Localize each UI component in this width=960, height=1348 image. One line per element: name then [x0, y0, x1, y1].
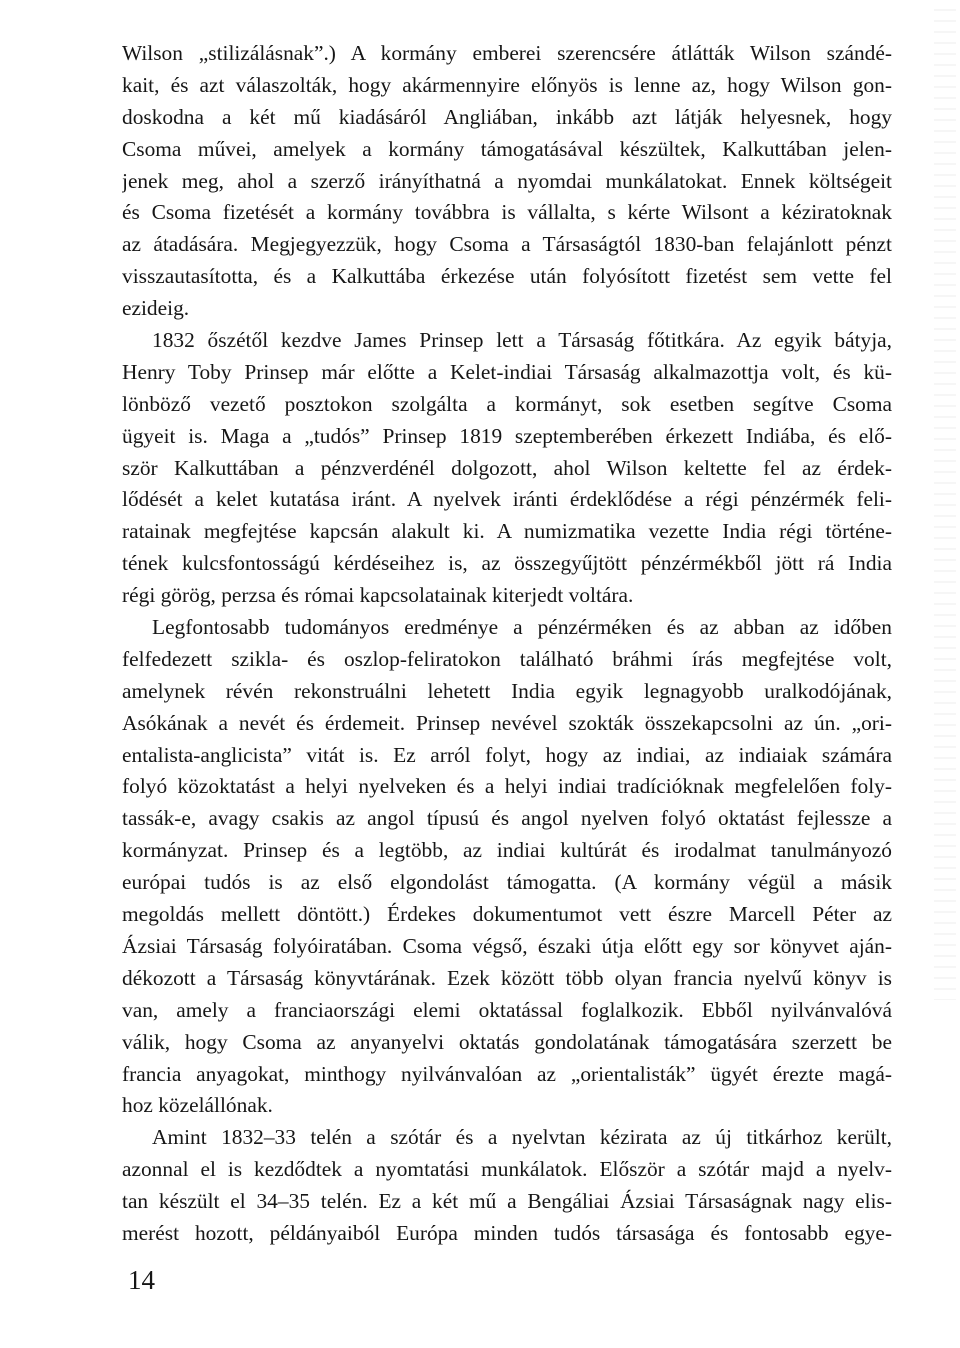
text-line: az átadására. Megjegyezzük, hogy Csoma a Társaságtól 1830-ban felajánlott pénzt — [122, 232, 892, 257]
text-line: merést hozott, példányaiból Európa minden tudós társasága és fontosabb egye- — [122, 1220, 892, 1245]
text-line: Csoma művei, amelyek a kormány támogatásával készültek, Kalkuttában jelen- — [122, 136, 892, 161]
text-line: kormányzat. Prinsep és a legtöbb, az indiai kultúrát és irodalmat tanulmányozó — [122, 838, 892, 863]
text-line: francia anyagokat, minthogy nyilvánvalóan az „orientalisták” ügyét érezte magá- — [122, 1061, 892, 1086]
text-line: régi görög, perzsa és római kapcsolatainak kiterjedt voltára. — [122, 583, 634, 608]
text-line: hoz közelállónak. — [122, 1093, 273, 1118]
text-line: entalista-anglicista” vitát is. Ez arról folyt, hogy az indiai, az indiaiak számára — [122, 742, 892, 767]
text-line: Ázsiai Társaság folyóiratában. Csoma végső, északi útja előtt egy sor könyvet aján- — [122, 933, 892, 958]
text-line: Wilson „stilizálásnak”.) A kormány emberei szerencsére átlátták Wilson szándé- — [122, 41, 892, 65]
text-line: 1832 őszétől kezdve James Prinsep lett a Társaság főtitkára. Az egyik bátyja, — [152, 328, 892, 353]
text-line: felfedezett szikla- és oszlop-feliratokon található bráhmi írás megfejtése volt, — [122, 646, 892, 671]
text-line: lönböző vezető posztokon szolgálta a kormányt, sok esetben segítve Csoma — [122, 391, 892, 416]
text-line: Asókának a nevét és érdemeit. Prinsep nevével szokták összekapcsolni az ún. „ori- — [122, 710, 892, 735]
text-line: ügyeit is. Maga a „tudós” Prinsep 1819 szeptemberében érkezett Indiába, és elő- — [122, 423, 892, 448]
text-line: válik, hogy Csoma az anyanyelvi oktatás gondolatának támogatására szerzett be — [122, 1029, 892, 1054]
text-line: visszautasította, és a Kalkuttába érkezése után folyósított fizetést sem vette fel — [122, 264, 892, 289]
text-line: tének kulcsfontosságú kérdéseihez is, az összegyűjtött pénzérmékből jött rá India — [122, 551, 892, 576]
text-line: azonnal el is kezdődtek a nyomtatási munkálatok. Először a szótár majd a nyelv- — [122, 1157, 892, 1182]
text-line: Legfontosabb tudományos eredménye a pénzérméken és az abban az időben — [152, 615, 892, 640]
text-line: ször Kalkuttában a pénzverdénél dolgozott, ahol Wilson keltette fel az érdek- — [122, 455, 892, 480]
text-line: tassák-e, avagy csakis az angol típusú és angol nyelven folyó oktatást fejlessze a — [122, 806, 892, 831]
text-line: európai tudós is az első elgondolást támogatta. (A kormány végül a másik — [122, 870, 892, 895]
text-line: tan készült el 34–35 telén. Ez a két mű a Bengáliai Ázsiai Társaságnak nagy elis- — [122, 1189, 892, 1214]
text-line: lődését a kelet kutatása iránt. A nyelvek iránti érdeklődése a régi pénzérmék feli- — [122, 487, 892, 512]
text-line: ezideig. — [122, 296, 190, 321]
text-line: amelynek révén rekonstruálni lehetett India egyik legnagyobb uralkodójának, — [122, 678, 892, 703]
text-line: dékozott a Társaság könyvtárának. Ezek között több olyan francia nyelvű könyv is — [122, 965, 892, 990]
text-line: ratainak megfejtése kapcsán alakult ki. A numizmatika vezette India régi történe- — [122, 519, 892, 544]
text-line: Amint 1832–33 telén a szótár és a nyelvtan kézirata az új titkárhoz került, — [152, 1125, 892, 1150]
text-line: megoldás mellett döntött.) Érdekes dokumentumot vett észre Marcell Péter az — [122, 902, 892, 927]
text-line: doskodna a két mű kiadásáról Angliában, inkább azt látják helyesnek, hogy — [122, 104, 892, 129]
text-line: és Csoma fizetését a kormány továbbra is vállalta, s kérte Wilsont a kéziratoknak — [122, 200, 892, 225]
text-line: van, amely a franciaországi elemi oktatással foglalkozik. Ebből nyilvánvalóvá — [122, 997, 892, 1022]
page-number: 14 — [128, 1265, 155, 1295]
text-line: kait, és azt válaszolták, hogy akármennyire előnyös is lenne az, hogy Wilson gon- — [122, 72, 892, 97]
scan-edge-artifact — [934, 0, 956, 1000]
text-line: folyó közoktatást a helyi nyelveken és a helyi indiai tradícióknak megfelelően foly- — [122, 774, 892, 799]
text-line: Henry Toby Prinsep már előtte a Kelet-indiai Társaság alkalmazottja volt, és kü- — [122, 359, 892, 384]
text-line: jenek meg, ahol a szerző irányíthatná a nyomdai munkálatokat. Ennek költségeit — [122, 168, 892, 193]
body-text — [122, 38, 892, 1250]
